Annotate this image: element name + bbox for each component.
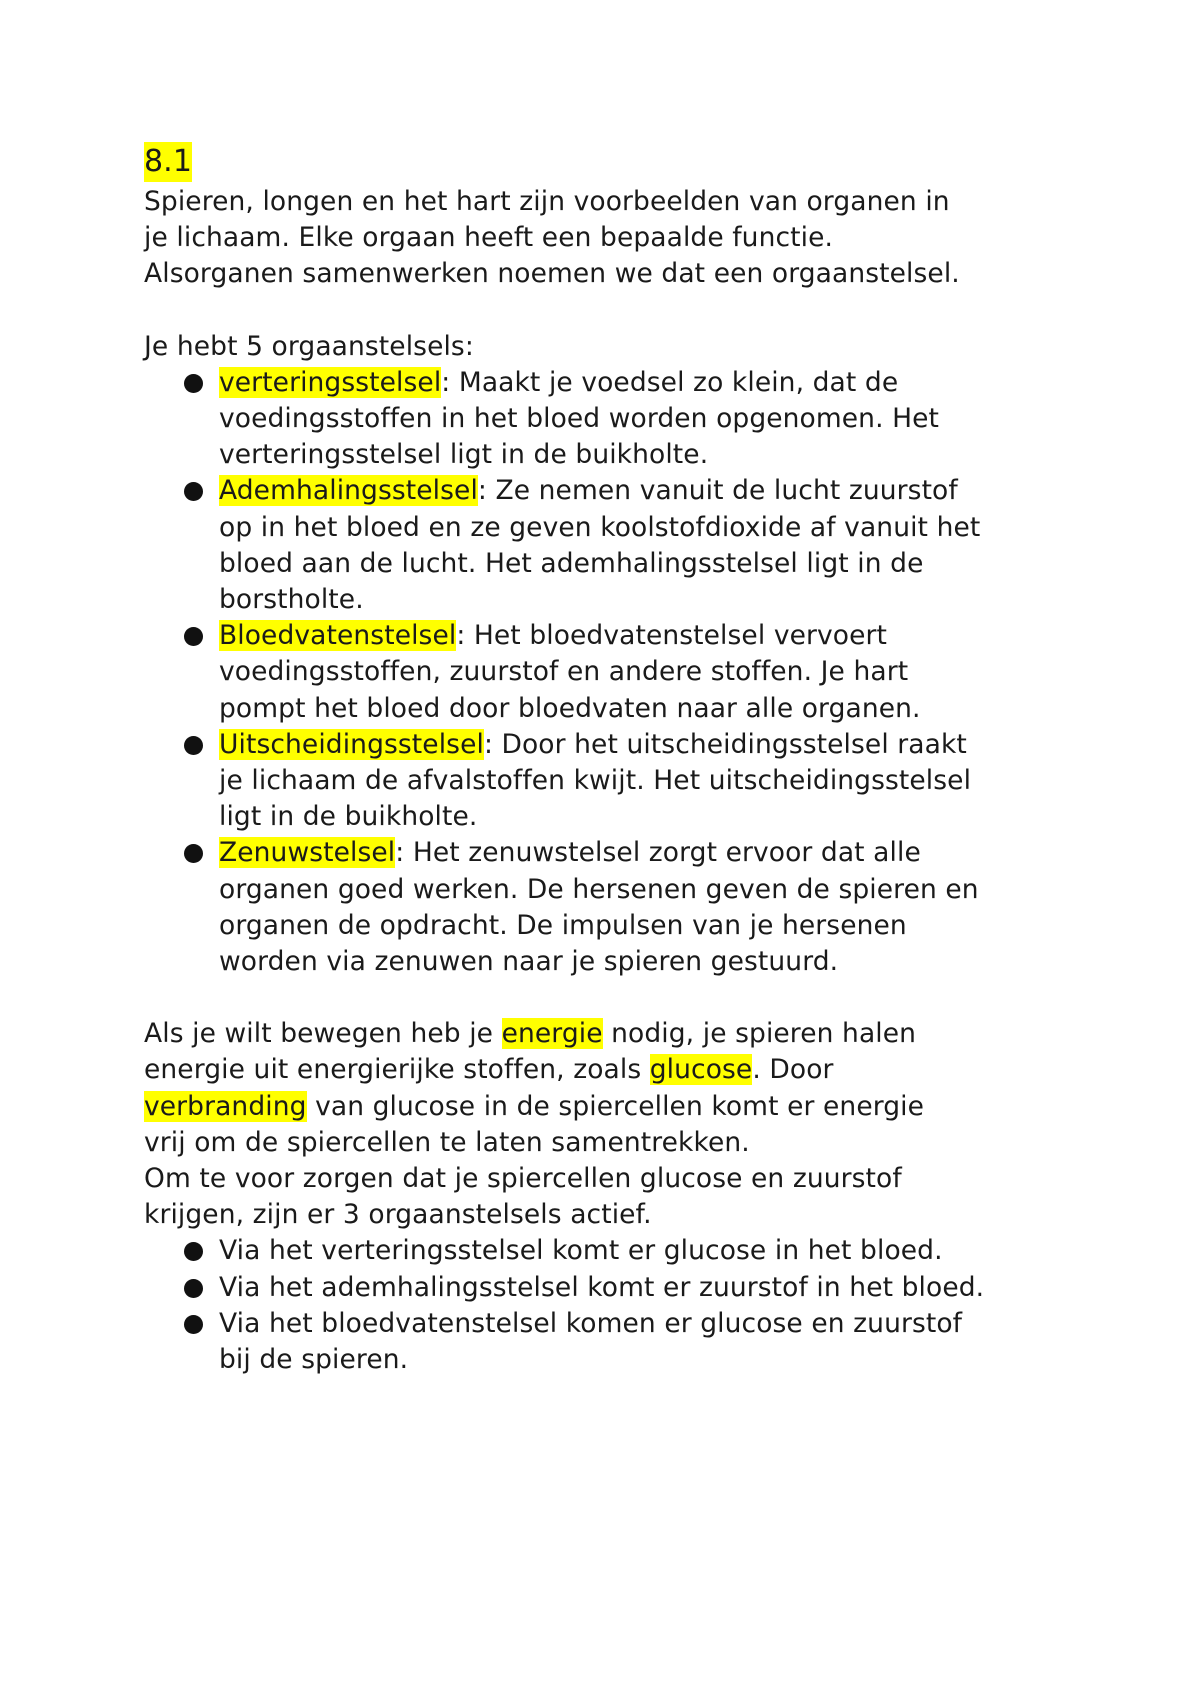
systems-intro: Je hebt 5 orgaanstelsels: [144, 330, 474, 362]
section-heading [144, 142, 1084, 184]
energy-text: van glucose in de spiercellen komt er energie [306, 1090, 925, 1122]
energy-text: . Door [752, 1054, 834, 1086]
bullet-icon [184, 1242, 203, 1261]
term-highlight: glucose [649, 1054, 753, 1086]
term-highlight: verteringsstelsel [219, 366, 442, 398]
item-line: worden via zenuwen naar je spieren gestuurd. [219, 946, 839, 978]
bullet-icon [184, 1279, 203, 1298]
list-item-uitscheidingsstelsel [144, 727, 1084, 836]
item-line: : Maakt je voedsel zo klein, dat de [441, 366, 899, 398]
list-item-verteringsstelsel [144, 365, 1084, 474]
energy-text: Om te voor zorgen dat je spiercellen glucose en zuurstof [144, 1163, 902, 1195]
item-line: : Het bloedvatenstelsel vervoert [456, 620, 887, 652]
list-item-zenuwstelsel [144, 835, 1084, 980]
term-highlight: verbranding [144, 1090, 307, 1122]
item-line: bij de spieren. [219, 1344, 409, 1376]
item-line: Via het ademhalingsstelsel komt er zuurstof in het bloed. [219, 1271, 985, 1303]
intro-line: je lichaam. Elke orgaan heeft een bepaalde functie. [144, 222, 834, 254]
item-line: : Het zenuwstelsel zorgt ervoor dat alle [395, 837, 921, 869]
intro-paragraph [144, 184, 1084, 293]
item-line: verteringsstelsel ligt in de buikholte. [219, 439, 709, 471]
energy-text: energie uit energierijke stoffen, zoals [144, 1054, 650, 1086]
item-line: voedingsstoffen in het bloed worden opgenomen. Het [219, 403, 940, 435]
term-highlight: Zenuwstelsel [219, 837, 396, 869]
term-highlight: Uitscheidingsstelsel [219, 728, 484, 760]
list-item [144, 1270, 1084, 1306]
energy-text: nodig, je spieren halen [602, 1018, 917, 1050]
item-line: bloed aan de lucht. Het ademhalingsstelsel ligt in de [219, 547, 924, 579]
list-item [144, 1306, 1084, 1378]
list-item [144, 1233, 1084, 1269]
energy-text: vrij om de spiercellen te laten samentrekken. [144, 1126, 750, 1158]
item-line: op in het bloed en ze geven koolstofdioxide af vanuit het [219, 511, 981, 543]
paragraph-spacer [144, 293, 1084, 329]
term-highlight: Bloedvatenstelsel [219, 620, 457, 652]
item-line: : Door het uitscheidingsstelsel raakt [483, 728, 967, 760]
term-highlight: Ademhalingsstelsel [219, 475, 478, 507]
item-line: Via het bloedvatenstelsel komen er glucose en zuurstof [219, 1307, 963, 1339]
document-page [144, 142, 1084, 1378]
item-line: ligt in de buikholte. [219, 801, 478, 833]
bullet-icon [184, 844, 203, 863]
energy-text: krijgen, zijn er 3 orgaanstelsels actief. [144, 1199, 652, 1231]
paragraph-spacer [144, 980, 1084, 1016]
energy-paragraph [144, 1016, 1084, 1233]
bullet-icon [184, 1315, 203, 1334]
item-line: je lichaam de afvalstoffen kwijt. Het uitscheidingsstelsel [219, 765, 972, 797]
heading-text: 8.1 [144, 142, 192, 182]
intro-line: Alsorganen samenwerken noemen we dat een orgaanstelsel. [144, 258, 960, 290]
bullet-icon [184, 482, 203, 501]
item-line: borstholte. [219, 584, 364, 616]
organ-systems-list [144, 365, 1084, 980]
list-item-ademhalingsstelsel [144, 473, 1084, 618]
intro-line: Spieren, longen en het hart zijn voorbeelden van organen in [144, 186, 950, 217]
item-line: pompt het bloed door bloedvaten naar alle organen. [219, 692, 921, 724]
item-line: voedingsstoffen, zuurstof en andere stoffen. Je hart [219, 656, 909, 688]
active-systems-list [144, 1233, 1084, 1378]
item-line: Via het verteringsstelsel komt er glucose in het bloed. [219, 1235, 943, 1267]
bullet-icon [184, 627, 203, 646]
item-line: : Ze nemen vanuit de lucht zuurstof [477, 475, 958, 507]
bullet-icon [184, 374, 203, 393]
list-item-bloedvatenstelsel [144, 618, 1084, 727]
energy-text: Als je wilt bewegen heb je [144, 1018, 502, 1050]
item-line: organen de opdracht. De impulsen van je hersenen [219, 909, 907, 941]
term-highlight: energie [501, 1018, 603, 1050]
item-line: organen goed werken. De hersenen geven de spieren en [219, 873, 979, 905]
bullet-icon [184, 736, 203, 755]
